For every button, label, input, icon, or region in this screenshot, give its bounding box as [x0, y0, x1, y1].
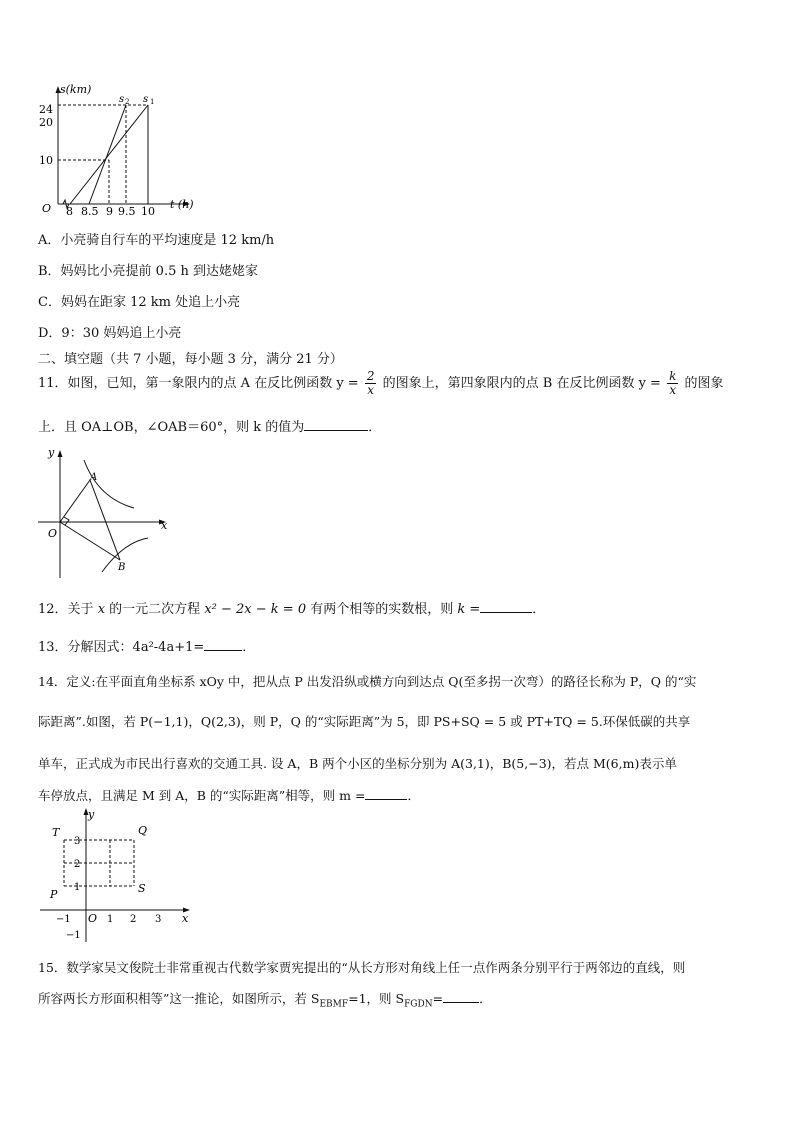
- y-tick: −1: [66, 930, 81, 941]
- q12-part3: 有两个相等的实数根，则: [310, 602, 454, 617]
- y-axis-label: s(km): [60, 83, 92, 96]
- q12-k: k =: [457, 602, 481, 617]
- question-14-line2: 际距离”.如图，若 P(−1,1)，Q(2,3)，则 P，Q 的“实际距离”为 5，即 PS+SQ = 5 或 PT+TQ = 5.环保低碳的共享: [38, 714, 691, 729]
- answer-blank: [204, 650, 242, 651]
- question-14-line3: 单车，正式成为市民出行喜欢的交通工具. 设 A，B 两个小区的坐标分别为 A(3,1)，B(5,−3)，若点 M(6,m)表示单: [38, 756, 677, 771]
- question-11-line2: [38, 416, 381, 435]
- q15-subscript-2: FGDN: [404, 999, 433, 1010]
- q11-end: ．: [368, 420, 382, 435]
- section-heading: 二、填空题（共 7 小题，每小题 3 分，满分 21 分）: [38, 352, 343, 367]
- answer-blank: [443, 1002, 479, 1003]
- option-a: A．小亮骑自行车的平均速度是 12 km/h: [38, 233, 275, 248]
- q12-part2: 的一元二次方程: [109, 602, 201, 617]
- q12-end: ．: [532, 602, 546, 617]
- fig2-origin-label: O: [48, 527, 58, 540]
- q13-text: 13．分解因式：4a²-4a+1=: [38, 640, 205, 655]
- x-tick: 10: [141, 205, 155, 217]
- q15-text-a: 所容两长方形面积相等”这一推论，如图所示，若 S: [38, 991, 320, 1006]
- point-t-label: T: [52, 826, 60, 839]
- x-tick: 8.5: [81, 205, 99, 217]
- x-tick: 2: [130, 914, 137, 925]
- x-tick: 8: [66, 205, 73, 217]
- frac-num: 2: [366, 369, 375, 383]
- y-tick: 3: [74, 836, 81, 847]
- reciprocal-function-figure: [34, 440, 174, 580]
- x-tick: 1: [107, 914, 114, 925]
- origin-label: O: [42, 202, 52, 215]
- x-tick: 9.5: [118, 205, 136, 217]
- frac-num: k: [669, 369, 677, 383]
- option-d: D．9：30 妈妈追上小亮: [38, 326, 182, 341]
- fig3-y-label: y: [88, 808, 95, 821]
- fraction-2-over-x: [365, 370, 377, 397]
- question-13: [38, 636, 255, 655]
- question-14-line1: 14．定义:在平面直角坐标系 xOy 中，把从点 P 出发沿纵或横方向到达点 Q(至多拐一次弯）的路径长称为 P，Q 的“实: [38, 674, 697, 689]
- question-12: [38, 598, 545, 617]
- answer-blank: [480, 612, 532, 613]
- y-tick: 20: [39, 116, 53, 129]
- y-tick: 24: [39, 103, 53, 116]
- q11-part2: 的图象上，第四象限内的点 B 在反比例函数 y =: [382, 376, 661, 391]
- q12-var: x: [97, 602, 106, 617]
- q13-end: ．: [242, 640, 256, 655]
- q11-part3: 的图象: [684, 376, 724, 391]
- x-tick: 9: [106, 205, 113, 217]
- y-tick: 2: [74, 859, 81, 870]
- point-s-label: S: [138, 882, 146, 895]
- s2-sub: 2: [125, 98, 130, 106]
- s1-sub: 1: [150, 98, 155, 106]
- y-tick: 1: [74, 882, 81, 893]
- q15-text-b: =1，则 S: [348, 991, 405, 1006]
- q12-part1: 12．关于: [38, 602, 94, 617]
- actual-distance-figure: [36, 804, 196, 948]
- fig2-x-label: x: [161, 519, 168, 532]
- q12-equation: x² − 2x − k = 0: [204, 602, 307, 617]
- y-tick: 10: [39, 154, 53, 167]
- answer-blank: [304, 430, 368, 431]
- q15-end: ．: [479, 991, 492, 1006]
- option-b: B．妈妈比小亮提前 0.5 h 到达姥姥家: [38, 264, 258, 279]
- distance-time-graph: [36, 82, 206, 217]
- q14-line4-text: 车停放点，且满足 M 到 A，B 的“实际距离”相等，则 m =: [38, 788, 366, 803]
- question-14-line4: [38, 786, 420, 804]
- fraction-k-over-x: [667, 370, 678, 397]
- s1-label: s: [143, 94, 149, 105]
- point-b-label: B: [118, 562, 126, 573]
- fig3-x-label: x: [182, 912, 189, 925]
- s2-label: s: [119, 94, 125, 105]
- question-15-line2: [38, 989, 492, 1010]
- answer-blank: [365, 799, 407, 800]
- x-tick: 3: [155, 914, 162, 925]
- fig3-origin-label: O: [88, 912, 98, 925]
- frac-den: x: [367, 383, 375, 397]
- line-s2: [89, 105, 126, 204]
- q11-part1: 11．如图，已知，第一象限内的点 A 在反比例函数 y =: [38, 376, 359, 391]
- q15-subscript-1: EBMF: [319, 999, 349, 1010]
- point-a-label: A: [90, 472, 98, 483]
- q14-end: ．: [407, 788, 420, 803]
- x-axis-label: t (h): [170, 198, 194, 211]
- point-p-label: P: [50, 888, 58, 901]
- frac-den: x: [669, 383, 677, 397]
- x-tick: −1: [56, 914, 71, 925]
- point-q-label: Q: [138, 824, 148, 837]
- fig2-y-label: y: [48, 446, 55, 459]
- q11-line2-text: 上．且 OA⊥OB，∠OAB＝60°，则 k 的值为: [38, 420, 305, 435]
- line-s1: [70, 105, 148, 204]
- question-11-line1: [38, 370, 724, 397]
- option-c: C．妈妈在距家 12 km 处追上小亮: [38, 295, 241, 310]
- question-15-line1: 15．数学家吴文俊院士非常重视古代数学家贾宪提出的“从长方形对角线上任一点作两条分别平行于两邻边的直线，则: [38, 960, 686, 975]
- q15-text-c: =: [432, 991, 444, 1006]
